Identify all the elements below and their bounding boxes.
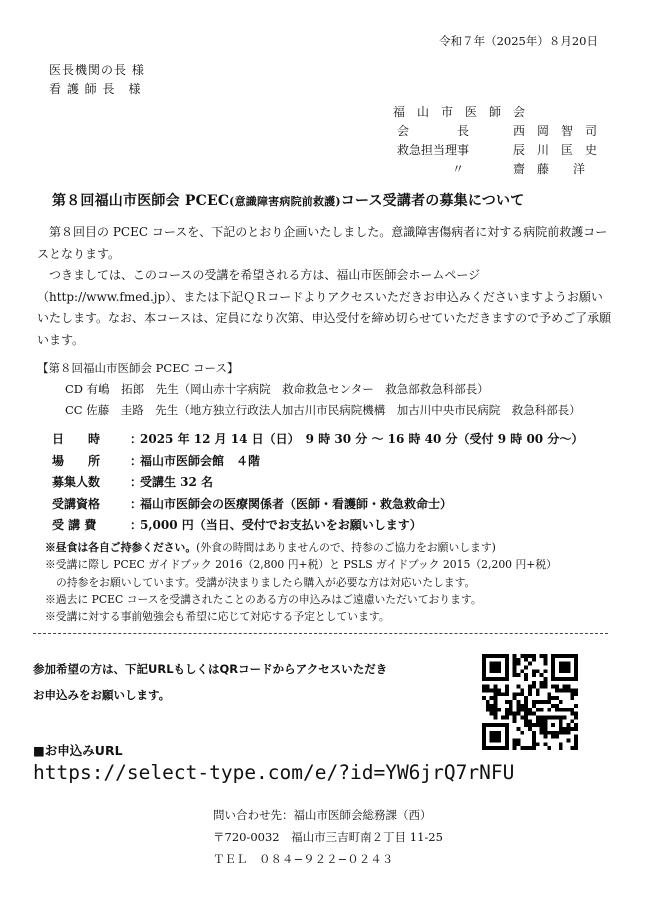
detail-row-datetime: 日 時 ： 2025 年 12 月 14 日（日） 9 時 30 分 〜 16 時 40 分（受付 9 時 00 分〜） xyxy=(52,430,583,452)
qr-code[interactable] xyxy=(482,654,578,750)
detail-label: 募集人数 xyxy=(52,475,101,489)
apply-line-1: 参加希望の方は、下記URLもしくはQRコードからアクセスいただき xyxy=(33,662,388,676)
note-lunch-bold: ※昼食は各自ご持参ください。 xyxy=(45,541,197,554)
detail-value: 福山市医師会の医療関係者（医師・看護師・救急救命士） xyxy=(140,496,453,511)
detail-label: 場 所 xyxy=(52,453,101,468)
course-director: CD 有嶋 拓郎 先生（岡山赤十字病院 救命救急センター 救急部救急科部長） xyxy=(65,382,489,396)
body-paragraph-2: つきましては、このコースの受講を希望される方は、福山市医師会ホームページ（http://www.fmed.jp）、または下記ＱＲコードよりアクセスいただきお申込みくださいますようお願いいたします。なお、本コースは、定員になり次第、申込受付を締め切らせていただきますので予めご了承願います。 xyxy=(37,268,612,347)
detail-row-eligibility: 受講資格 ： 福山市医師会の医療関係者（医師・看護師・救急救命士） xyxy=(52,495,583,517)
apply-line-2: お申込みをお願いします。 xyxy=(33,688,171,702)
sender-role-2: 救急担当理事 xyxy=(397,143,470,157)
url-label: ■お申込みURL xyxy=(33,743,123,758)
title-rest: コース受講者の募集について xyxy=(340,193,525,209)
detail-label: 受 講 費 xyxy=(52,518,97,532)
title-paren: (意識障害病院前救護) xyxy=(229,195,341,208)
detail-value: 2025 年 12 月 14 日（日） 9 時 30 分 〜 16 時 40 分（受付 9 時 00 分〜） xyxy=(140,432,584,446)
sender-name-3: 齋 藤 洋 xyxy=(513,162,586,176)
details-table xyxy=(52,430,583,538)
detail-label: 受講資格 xyxy=(52,496,101,511)
body-text xyxy=(37,222,612,351)
sender-name-1: 西 岡 智 司 xyxy=(513,124,598,138)
title-main: 第８回福山市医師会 PCEC xyxy=(52,193,230,209)
body-paragraph-1: 第８回目の PCEC コースを、下記のとおり企画いたしました。意識障害傷病者に対する病院前救護コースとなります。 xyxy=(37,225,608,261)
note-lunch xyxy=(45,539,557,556)
detail-row-venue: 場 所 ： 福山市医師会館 ４階 xyxy=(52,452,583,474)
sender-role-3: 〃 xyxy=(452,162,465,176)
note-study: ※受講に対する事前勉強会も希望に応じて対応する予定としています。 xyxy=(45,610,390,624)
apply-instructions xyxy=(33,656,387,708)
detail-label: 日 時 xyxy=(52,432,101,446)
contact-address: 〒720-0032 福山市三吉町南２丁目 11-25 xyxy=(213,830,443,844)
sender-name-2: 辰 川 匡 史 xyxy=(513,143,598,157)
course-coordinator: CC 佐藤 圭路 先生（地方独立行政法人加古川市民病院機構 加古川中央市民病院 救急科部長） xyxy=(65,403,581,417)
detail-row-capacity: 募集人数 ： 受講生 32 名 xyxy=(52,473,583,495)
note-guidebook: ※受講に際し PCEC ガイドブック 2016（2,800 円+税）と PSLS ガイドブック 2015（2,200 円+税） xyxy=(45,558,557,572)
contact-line-1: 問い合わせ先：福山市医師会総務課（西） xyxy=(213,808,432,822)
contact-phone: ＴＥＬ ０８４−９２２−０２４３ xyxy=(213,852,394,866)
detail-value: 受講生 32 名 xyxy=(140,475,214,489)
contact-info xyxy=(213,804,443,870)
sender-org: 福 山 市 医 師 会 xyxy=(393,105,526,119)
detail-value: 福山市医師会館 ４階 xyxy=(140,453,261,468)
addressee-1: 医長機関の長 様 xyxy=(49,63,145,77)
notes xyxy=(45,539,557,625)
application-url-link[interactable]: https://select-type.com/e/?id=YW6jrQ7rNFU xyxy=(33,761,515,784)
detail-row-fee: 受 講 費 ： 5,000 円（当日、受付でお支払いをお願いします） xyxy=(52,516,583,538)
detail-value: 5,000 円（当日、受付でお支払いをお願いします） xyxy=(140,518,422,532)
addressee-2: 看 護 師 長 様 xyxy=(49,82,142,96)
note-guidebook-cont: の持参をお願いしています。受講が決まりましたら購入が必要な方は対応いたします。 xyxy=(56,575,476,589)
note-past: ※過去に PCEC コースを受講されたことのある方の申込みはご遠慮いただいております。 xyxy=(45,592,482,606)
note-lunch-rest: (外食の時間はありませんので、持参のご協力をお願いします) xyxy=(196,541,496,554)
page-title xyxy=(52,190,524,210)
course-heading: 【第８回福山市医師会 PCEC コース】 xyxy=(37,361,239,375)
sender-role-1: 会 長 xyxy=(397,124,470,138)
dashed-divider xyxy=(33,633,608,634)
document-date: 令和７年（2025年）８月20日 xyxy=(439,34,598,48)
course-info xyxy=(37,358,581,421)
